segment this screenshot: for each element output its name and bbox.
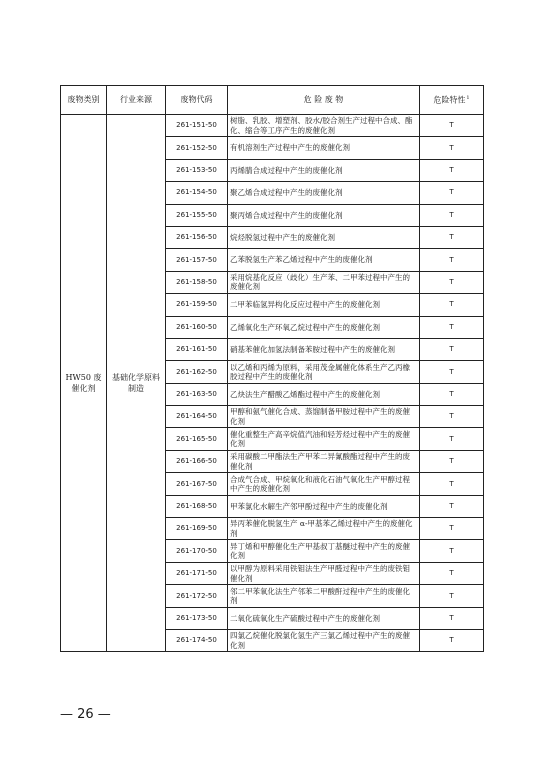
header-code: 废物代码	[166, 86, 228, 115]
waste-description-cell: 采用碳酸二甲酯法生产甲苯二异氰酸酯过程中产生的废催化剂	[228, 450, 420, 472]
waste-description-cell: 聚丙烯合成过程中产生的废催化剂	[228, 204, 420, 226]
waste-code-cell: 261-173-50	[166, 607, 228, 629]
waste-code-cell: 261-161-50	[166, 338, 228, 360]
waste-code-cell: 261-152-50	[166, 137, 228, 159]
waste-code-cell: 261-164-50	[166, 406, 228, 428]
waste-description-cell: 丙烯腈合成过程中产生的废催化剂	[228, 159, 420, 181]
hazard-property-cell: T	[420, 115, 484, 137]
waste-description-cell: 催化重整生产高辛烷值汽油和轻芳烃过程中产生的废催化剂	[228, 428, 420, 450]
waste-description-cell: 以甲醇为原料采用铁钼法生产甲醛过程中产生的废铁钼催化剂	[228, 562, 420, 584]
waste-description-cell: 乙苯脱氢生产苯乙烯过程中产生的废催化剂	[228, 249, 420, 271]
hazard-property-cell: T	[420, 629, 484, 651]
hazard-property-cell: T	[420, 249, 484, 271]
waste-code-cell: 261-151-50	[166, 115, 228, 137]
waste-code-cell: 261-154-50	[166, 182, 228, 204]
waste-category-cell: HW50 废催化剂	[61, 115, 107, 652]
industry-source-cell: 基础化学原料制造	[107, 115, 166, 652]
header-source: 行业来源	[107, 86, 166, 115]
table-body	[61, 115, 484, 652]
hazard-property-cell: T	[420, 383, 484, 405]
waste-description-cell: 甲苯氯化水解生产邻甲酚过程中产生的废催化剂	[228, 495, 420, 517]
header-waste: 危 险 废 物	[228, 86, 420, 115]
hazard-property-cell: T	[420, 316, 484, 338]
hazard-property-cell: T	[420, 495, 484, 517]
waste-code-cell: 261-160-50	[166, 316, 228, 338]
hazard-property-cell: T	[420, 607, 484, 629]
hazard-property-cell: T	[420, 406, 484, 428]
hazard-property-cell: T	[420, 294, 484, 316]
hazard-property-cell: T	[420, 182, 484, 204]
header-property-label: 危险特性	[433, 95, 466, 105]
waste-description-cell: 硝基苯催化加氢法制备苯胺过程中产生的废催化剂	[228, 338, 420, 360]
waste-code-cell: 261-165-50	[166, 428, 228, 450]
hazard-property-cell: T	[420, 361, 484, 383]
waste-description-cell: 异丙苯催化脱氢生产 α-甲基苯乙烯过程中产生的废催化剂	[228, 518, 420, 540]
waste-code-cell: 261-168-50	[166, 495, 228, 517]
waste-code-cell: 261-171-50	[166, 562, 228, 584]
header-category: 废物类别	[61, 86, 107, 115]
waste-description-cell: 二氧化硫氧化生产硫酸过程中产生的废催化剂	[228, 607, 420, 629]
hazard-property-cell: T	[420, 137, 484, 159]
waste-description-cell: 异丁烯和甲醇催化生产甲基叔丁基醚过程中产生的废催化剂	[228, 540, 420, 562]
waste-code-cell: 261-156-50	[166, 226, 228, 248]
hazard-property-cell: T	[420, 473, 484, 495]
hazard-property-cell: T	[420, 338, 484, 360]
waste-code-cell: 261-153-50	[166, 159, 228, 181]
waste-description-cell: 邻二甲苯氧化法生产邻苯二甲酸酐过程中产生的废催化剂	[228, 585, 420, 607]
waste-description-cell: 乙炔法生产醋酸乙烯酯过程中产生的废催化剂	[228, 383, 420, 405]
waste-code-cell: 261-159-50	[166, 294, 228, 316]
hazard-property-cell: T	[420, 540, 484, 562]
hazard-property-cell: T	[420, 204, 484, 226]
waste-code-cell: 261-167-50	[166, 473, 228, 495]
header-property	[420, 86, 484, 115]
waste-code-cell: 261-166-50	[166, 450, 228, 472]
waste-code-cell: 261-157-50	[166, 249, 228, 271]
hazard-property-cell: T	[420, 428, 484, 450]
waste-description-cell: 合成气合成、甲烷氧化和液化石油气氧化生产甲醇过程中产生的废催化剂	[228, 473, 420, 495]
waste-code-cell: 261-169-50	[166, 518, 228, 540]
hazardous-waste-table	[60, 85, 484, 652]
table-row	[61, 115, 484, 137]
waste-description-cell: 烷烃脱氢过程中产生的废催化剂	[228, 226, 420, 248]
waste-code-cell: 261-174-50	[166, 629, 228, 651]
footnote-mark: 1	[466, 94, 470, 101]
waste-code-cell: 261-163-50	[166, 383, 228, 405]
waste-code-cell: 261-170-50	[166, 540, 228, 562]
waste-description-cell: 树脂、乳胶、增塑剂、胶水/胶合剂生产过程中合成、酯化、缩合等工序产生的废催化剂	[228, 115, 420, 137]
hazard-property-cell: T	[420, 159, 484, 181]
hazard-property-cell: T	[420, 450, 484, 472]
hazard-property-cell: T	[420, 585, 484, 607]
page-number: — 26 —	[60, 707, 111, 722]
waste-description-cell: 乙烯氧化生产环氧乙烷过程中产生的废催化剂	[228, 316, 420, 338]
waste-code-cell: 261-155-50	[166, 204, 228, 226]
table-header-row	[61, 86, 484, 115]
hazard-property-cell: T	[420, 271, 484, 293]
waste-code-cell: 261-158-50	[166, 271, 228, 293]
waste-description-cell: 有机溶剂生产过程中产生的废催化剂	[228, 137, 420, 159]
waste-description-cell: 采用烷基化反应（歧化）生产苯、二甲苯过程中产生的废催化剂	[228, 271, 420, 293]
hazard-property-cell: T	[420, 226, 484, 248]
hazard-property-cell: T	[420, 562, 484, 584]
waste-description-cell: 四氯乙烷催化脱氯化氢生产三氯乙烯过程中产生的废催化剂	[228, 629, 420, 651]
hazard-property-cell: T	[420, 518, 484, 540]
waste-code-cell: 261-162-50	[166, 361, 228, 383]
waste-code-cell: 261-172-50	[166, 585, 228, 607]
waste-description-cell: 以乙烯和丙烯为原料，采用茂金属催化体系生产乙丙橡胶过程中产生的废催化剂	[228, 361, 420, 383]
waste-description-cell: 甲醇和氨气催化合成、蒸馏制备甲胺过程中产生的废催化剂	[228, 406, 420, 428]
waste-description-cell: 聚乙烯合成过程中产生的废催化剂	[228, 182, 420, 204]
waste-description-cell: 二甲苯临氢异构化反应过程中产生的废催化剂	[228, 294, 420, 316]
